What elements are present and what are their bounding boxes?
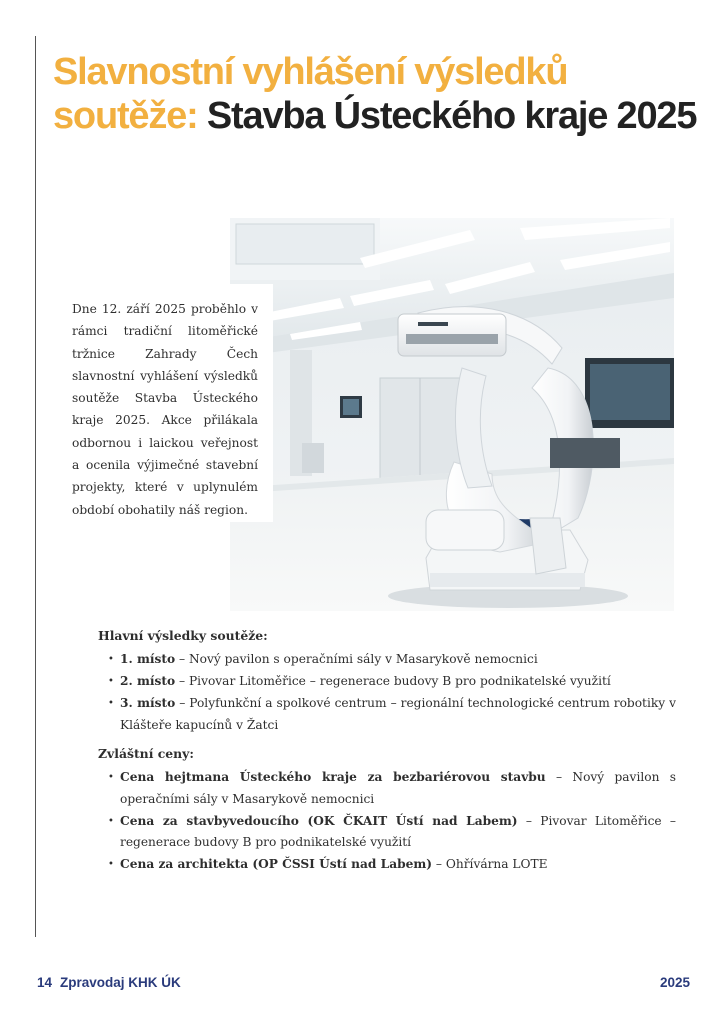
award-text: – Pivovar Litoměřice – regenerace budovy B pro podnikatelské využití [120,813,676,849]
main-results-heading: Hlavní výsledky soutěže: [98,628,268,643]
result-text: – Nový pavilon s operačními sály v Masarykově nemocnici [175,652,538,666]
main-results-list [98,649,676,736]
title-accent: Slavnostní vyhlášení výsledků soutěže: [53,51,568,137]
margin-rule [35,36,36,937]
award-label: Cena hejtmana Ústeckého kraje za bezbariérovou stavbu [120,770,546,784]
result-text: – Pivovar Litoměřice – regenerace budovy B pro podnikatelské využití [175,674,611,688]
award-text: – Ohřívárna LOTE [432,857,548,871]
result-text: – Polyfunkční a spolkové centrum – regionální technologické centrum robotiky v Klášteře kapucínů v Žatci [120,696,676,732]
award-text: – Nový pavilon s operačními sály v Masarykově nemocnici [120,770,676,806]
page-number: 14 [37,975,53,990]
result-item [98,649,676,671]
result-label: 1. místo [120,652,176,666]
intro-text: Dne 12. září 2025 proběhlo v rámci tradiční litoměřické tržnice Zahrady Čech slavnostní vyhlášení výsledků soutěže Stavba Ústeckého kraje 2025. Akce přilákala odbornou i laickou veřejnost a ocenila výjimečné stavební projekty, které v uplynulém období obohatily náš region. [58,284,273,522]
operating-room-photo [230,218,674,611]
award-label: Cena za stavbyvedoucího (OK ČKAIT Ústí nad Labem) [120,813,518,828]
footer-year: 2025 [659,975,690,990]
result-label: 3. místo [120,696,176,710]
main-results-section [98,627,676,737]
award-label: Cena za architekta (OP ČSSI Ústí nad Labem) [120,857,433,871]
special-awards-section [98,745,676,876]
article-title [53,50,713,138]
result-item [98,671,676,693]
publication-name: Zpravodaj KHK ÚK [60,975,181,990]
special-awards-heading: Zvláštní ceny: [98,746,194,761]
title-main: Stavba Ústeckého kraje 2025 [206,95,697,137]
result-label: 2. místo [120,674,176,688]
special-awards-list [98,767,676,876]
award-item [98,767,676,810]
award-item [98,854,676,876]
footer-left [37,975,181,990]
result-item [98,693,676,736]
award-item [98,811,676,854]
